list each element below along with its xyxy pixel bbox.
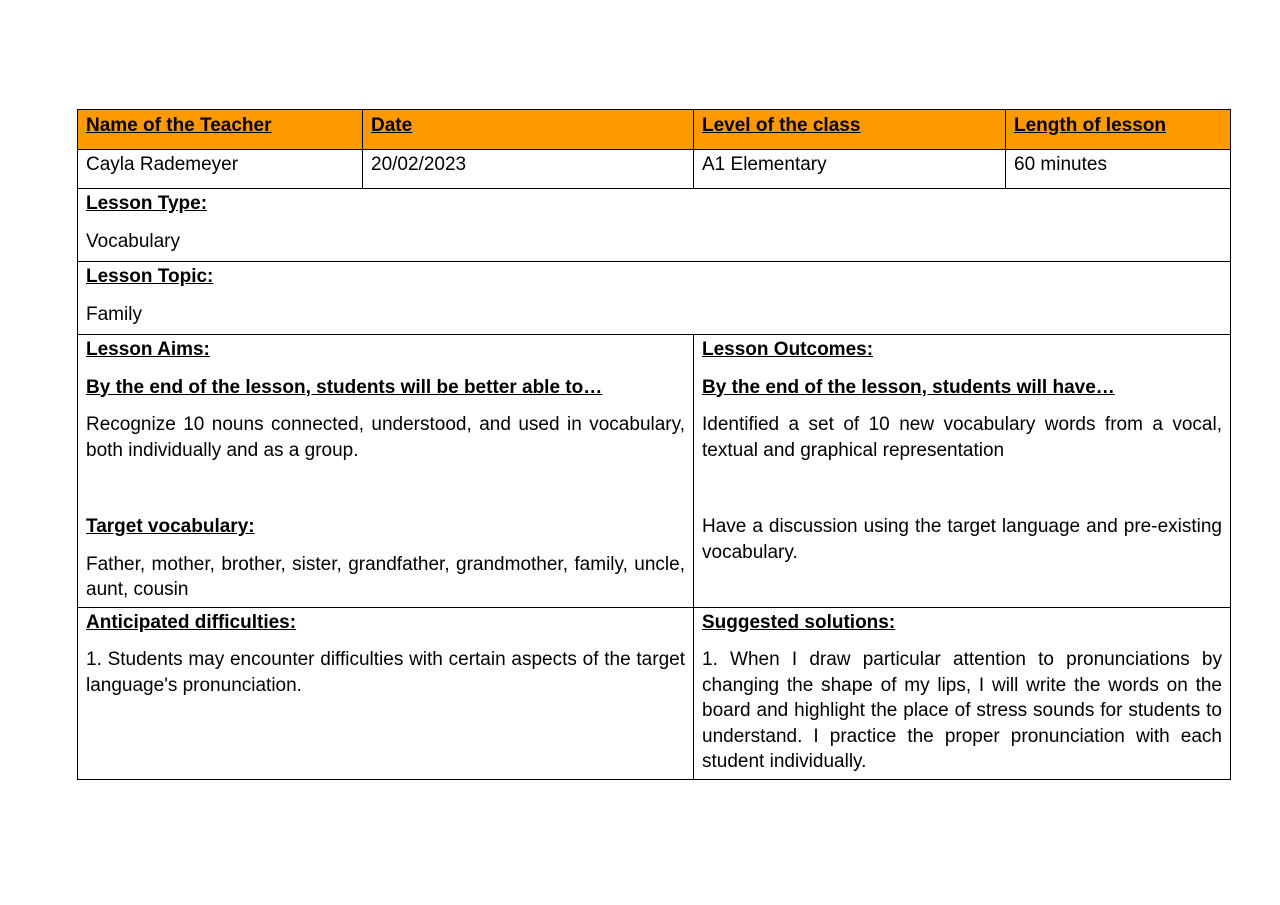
- lesson-aims-intro: By the end of the lesson, students will be better able to…: [86, 376, 603, 398]
- lesson-type-label: Lesson Type:: [86, 193, 208, 214]
- date-header-cell: [363, 110, 694, 150]
- difficulties-label: Anticipated difficulties:: [86, 611, 297, 633]
- lesson-aims-cell: [78, 335, 694, 608]
- difficulties-solutions-row: [78, 607, 1231, 779]
- lesson-type-value: Vocabulary: [86, 230, 181, 252]
- lesson-plan-table: [77, 109, 1231, 780]
- lesson-topic-cell: [78, 262, 1231, 335]
- length-header-cell: [1006, 110, 1231, 150]
- lesson-aims-label: Lesson Aims:: [86, 339, 210, 360]
- length-header: Length of lesson: [1014, 115, 1166, 136]
- teacher-header: Name of the Teacher: [86, 115, 272, 136]
- lesson-topic-row: [78, 262, 1231, 335]
- level-header-cell: [694, 110, 1006, 150]
- date-header: Date: [371, 115, 413, 136]
- difficulties-text: 1. Students may encounter difficulties with certain aspects of the target language's pronunciation.: [86, 649, 685, 696]
- lesson-outcomes-cell: [694, 335, 1231, 608]
- info-row: [78, 150, 1231, 189]
- target-vocabulary-label: Target vocabulary:: [86, 516, 255, 537]
- lesson-outcomes-text-2: Have a discussion using the target language and pre-existing vocabulary.: [702, 516, 1222, 563]
- lesson-topic-label: Lesson Topic:: [86, 266, 214, 287]
- solutions-label: Suggested solutions:: [702, 611, 896, 633]
- solutions-cell: [694, 607, 1231, 779]
- target-vocabulary-text: Father, mother, brother, sister, grandfather, grandmother, family, uncle, aunt, cousin: [86, 553, 685, 600]
- lesson-outcomes-intro: By the end of the lesson, students will have…: [702, 376, 1115, 398]
- lesson-length: 60 minutes: [1006, 150, 1231, 189]
- lesson-type-row: [78, 189, 1231, 262]
- teacher-header-cell: [78, 110, 363, 150]
- lesson-type-cell: [78, 189, 1231, 262]
- difficulties-cell: [78, 607, 694, 779]
- lesson-topic-value: Family: [86, 303, 142, 325]
- header-row: [78, 110, 1231, 150]
- lesson-aims-text: Recognize 10 nouns connected, understood, and used in vocabulary, both individually and as a group.: [86, 414, 685, 461]
- teacher-name: Cayla Rademeyer: [78, 150, 363, 189]
- aims-outcomes-row: [78, 335, 1231, 608]
- lesson-outcomes-label: Lesson Outcomes:: [702, 339, 874, 360]
- solutions-text: 1. When I draw particular attention to pronunciations by changing the shape of my lips, I will write the words on the board and highlight the place of stress sounds for students to understand. I practice the proper pronunciation with each student individually.: [702, 649, 1222, 772]
- lesson-outcomes-text-1: Identified a set of 10 new vocabulary words from a vocal, textual and graphical representation: [702, 414, 1222, 461]
- lesson-date: 20/02/2023: [363, 150, 694, 189]
- level-header: Level of the class: [702, 115, 861, 136]
- class-level: A1 Elementary: [694, 150, 1006, 189]
